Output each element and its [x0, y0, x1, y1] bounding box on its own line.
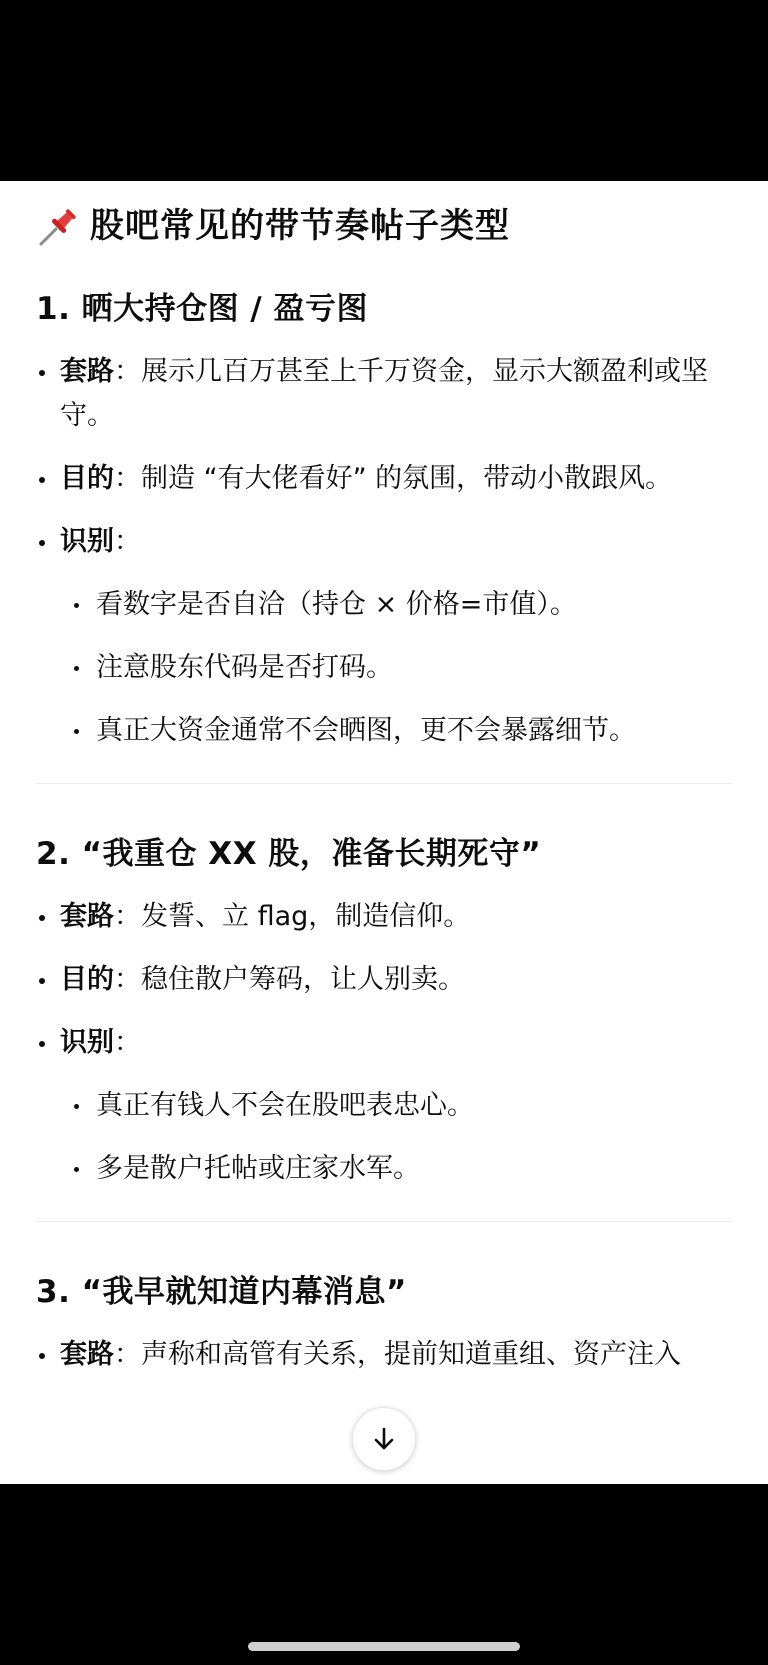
list-item [36, 1333, 732, 1377]
list-item [36, 457, 732, 501]
text-shibie: ： [114, 1027, 141, 1058]
section-1 [36, 287, 732, 753]
label-shibie: 识别 [60, 1027, 114, 1058]
label-taolu: 套路 [60, 1339, 114, 1370]
pushpin-icon [36, 203, 82, 249]
bullet-list [36, 350, 732, 753]
arrow-down-icon [370, 1425, 398, 1453]
section-heading: 2. “我重仓 XX 股，准备长期死守” [36, 836, 542, 872]
list-item [36, 1021, 732, 1191]
list-item [36, 520, 732, 753]
status-bar-area [0, 0, 768, 181]
sub-list-item: 注意股东代码是否打码。 [60, 646, 732, 690]
section-2 [36, 832, 732, 1191]
text-shibie: ： [114, 526, 141, 557]
doc-title-text: 股吧常见的带节奏帖子类型 [90, 206, 510, 246]
message-content [0, 181, 768, 1484]
section-heading: 3. “我早就知道内幕消息” [36, 1274, 407, 1310]
sub-list-item: 真正大资金通常不会晒图，更不会暴露细节。 [60, 709, 732, 753]
sub-list-item: 真正有钱人不会在股吧表忠心。 [60, 1084, 732, 1128]
text-mudi: ：稳住散户筹码，让人别卖。 [114, 964, 465, 995]
text-taolu: ：声称和高管有关系，提前知道重组、资产注入 [114, 1339, 681, 1370]
sub-list-item: 多是散户托帖或庄家水军。 [60, 1147, 732, 1191]
home-indicator[interactable] [248, 1642, 520, 1651]
bottom-area [0, 1484, 768, 1665]
sub-list [60, 1084, 732, 1191]
bullet-list [36, 1333, 732, 1377]
bullet-list [36, 895, 732, 1191]
scroll-to-bottom-button[interactable] [352, 1407, 416, 1471]
label-taolu: 套路 [60, 901, 114, 932]
list-item [36, 895, 732, 939]
text-mudi: ：制造 “有大佬看好” 的氛围，带动小散跟风。 [114, 463, 673, 494]
sub-list [60, 583, 732, 753]
section-heading: 1. 晒大持仓图 / 盈亏图 [36, 291, 369, 327]
label-mudi: 目的 [60, 964, 114, 995]
label-taolu: 套路 [60, 356, 114, 387]
label-shibie: 识别 [60, 526, 114, 557]
text-taolu: ：发誓、立 flag，制造信仰。 [114, 901, 471, 932]
list-item [36, 958, 732, 1002]
list-item [36, 350, 732, 438]
label-mudi: 目的 [60, 463, 114, 494]
doc-title [36, 181, 732, 251]
sub-list-item: 看数字是否自洽（持仓 × 价格=市值）。 [60, 583, 732, 627]
divider [36, 1221, 732, 1222]
text-taolu: ：展示几百万甚至上千万资金，显示大额盈利或坚守。 [60, 356, 708, 431]
divider [36, 783, 732, 784]
section-3 [36, 1270, 732, 1377]
